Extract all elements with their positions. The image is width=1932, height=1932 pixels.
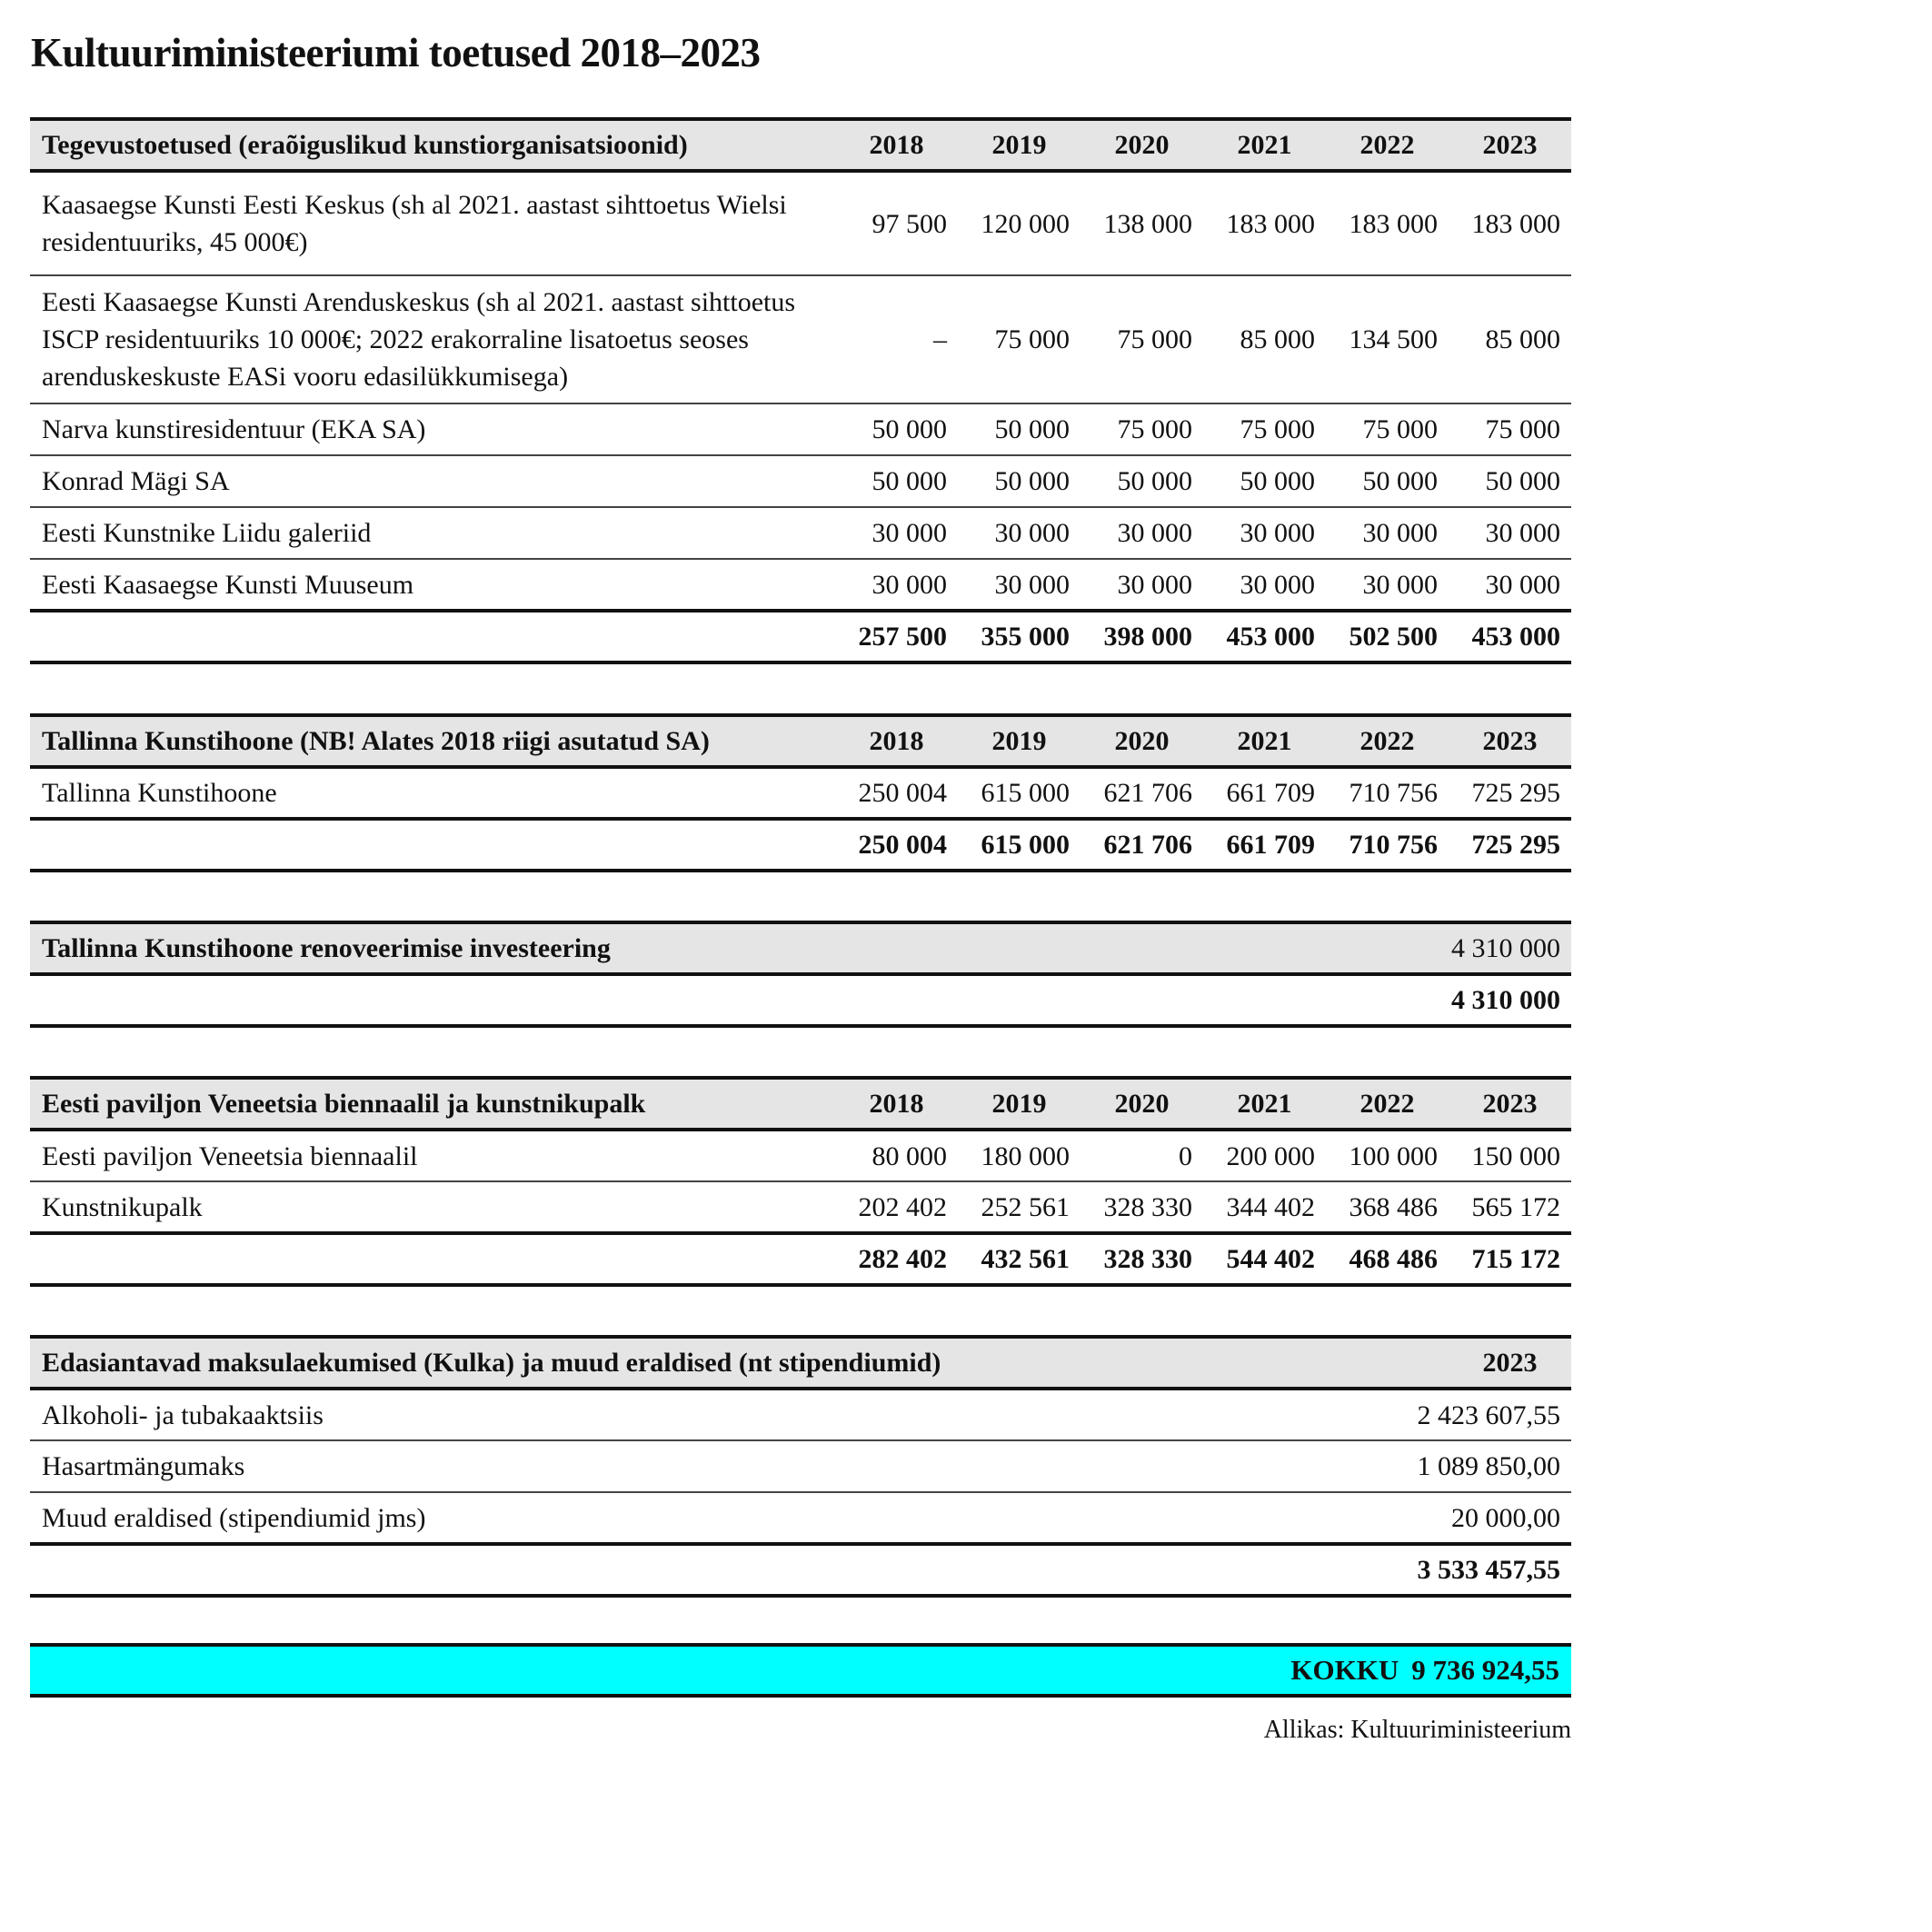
cell-value: 50 000: [1449, 455, 1571, 507]
cell-value: 120 000: [958, 171, 1081, 275]
cell-value: 85 000: [1449, 275, 1571, 403]
table-tallinna-kunstihoone: [30, 713, 1571, 872]
year-header: 2020: [1081, 1078, 1203, 1130]
cell-value: 202 402: [835, 1181, 958, 1233]
total-value: 544 402: [1203, 1233, 1326, 1285]
year-header: 2021: [1203, 1078, 1326, 1130]
row-label: Narva kunstiresidentuur (EKA SA): [30, 403, 835, 455]
section-header: [30, 715, 1571, 767]
cell-value: 30 000: [1081, 507, 1203, 559]
table-renoveerimine: [30, 921, 1571, 1028]
table-row: [30, 767, 1571, 819]
section-title: Tallinna Kunstihoone renoveerimise investeering: [30, 922, 1326, 974]
grand-total-value: 9 736 924,55: [1411, 1654, 1559, 1686]
total-value: 355 000: [958, 611, 1081, 662]
cell-value: –: [835, 275, 958, 403]
total-value: 715 172: [1449, 1233, 1571, 1285]
total-row: [30, 819, 1571, 871]
cell-value: 725 295: [1449, 767, 1571, 819]
cell-value: 75 000: [1449, 403, 1571, 455]
total-value: 398 000: [1081, 611, 1203, 662]
section-header: [30, 922, 1571, 974]
table-row: [30, 559, 1571, 611]
total-value: 4 310 000: [1326, 974, 1571, 1026]
table-veneetsia-kunstnikupalk: [30, 1076, 1571, 1287]
cell-value: 50 000: [1326, 455, 1449, 507]
total-label-empty: [30, 611, 835, 662]
year-header: 2023: [1449, 715, 1571, 767]
table-row: [30, 403, 1571, 455]
year-header: 2018: [835, 715, 958, 767]
total-value: 453 000: [1203, 611, 1326, 662]
year-header: 2019: [958, 119, 1081, 171]
cell-value: 344 402: [1203, 1181, 1326, 1233]
total-label-empty: [30, 819, 835, 871]
cell-value: 180 000: [958, 1130, 1081, 1181]
total-value: 710 756: [1326, 819, 1449, 871]
cell-value: 30 000: [1203, 559, 1326, 611]
year-header: 2021: [1203, 119, 1326, 171]
total-value: 661 709: [1203, 819, 1326, 871]
cell-value: 30 000: [835, 507, 958, 559]
cell-value: 30 000: [958, 507, 1081, 559]
cell-value: 80 000: [835, 1130, 958, 1181]
cell-value: 75 000: [1326, 403, 1449, 455]
cell-value: 50 000: [958, 455, 1081, 507]
total-value: 453 000: [1449, 611, 1571, 662]
total-row: [30, 974, 1571, 1026]
cell-value: 50 000: [958, 403, 1081, 455]
cell-value: 30 000: [1449, 507, 1571, 559]
year-header: 2020: [1081, 119, 1203, 171]
row-label: Tallinna Kunstihoone: [30, 767, 835, 819]
row-label: Hasartmängumaks: [30, 1440, 1326, 1492]
year-header: 2019: [958, 715, 1081, 767]
row-label: Eesti Kaasaegse Kunsti Arenduskeskus (sh al 2021. aastast sihttoetus ISCP residentuuriks 10 000€; 2022 erakorraline lisatoetus seoses arenduskeskuste EASi vooru edasilükkumisega): [30, 275, 835, 403]
year-header: 2019: [958, 1078, 1081, 1130]
cell-value: 150 000: [1449, 1130, 1571, 1181]
table-tegevustoetused: [30, 117, 1571, 664]
total-value: 468 486: [1326, 1233, 1449, 1285]
investment-value: 4 310 000: [1326, 922, 1571, 974]
total-value: 615 000: [958, 819, 1081, 871]
cell-value: 30 000: [958, 559, 1081, 611]
cell-value: 661 709: [1203, 767, 1326, 819]
cell-value: 621 706: [1081, 767, 1203, 819]
cell-value: 50 000: [835, 455, 958, 507]
cell-value: 97 500: [835, 171, 958, 275]
total-row: [30, 1544, 1571, 1596]
table-row: [30, 275, 1571, 403]
cell-value: 134 500: [1326, 275, 1449, 403]
cell-value: 368 486: [1326, 1181, 1449, 1233]
cell-value: 30 000: [1081, 559, 1203, 611]
year-header: 2020: [1081, 715, 1203, 767]
table-row: [30, 1440, 1571, 1492]
cell-value: 50 000: [1203, 455, 1326, 507]
cell-value: 75 000: [1081, 403, 1203, 455]
total-value: 502 500: [1326, 611, 1449, 662]
row-label: Eesti paviljon Veneetsia biennaalil: [30, 1130, 835, 1181]
cell-value: 1 089 850,00: [1326, 1440, 1571, 1492]
cell-value: 0: [1081, 1130, 1203, 1181]
cell-value: 75 000: [1081, 275, 1203, 403]
total-row: [30, 1233, 1571, 1285]
table-kulka: [30, 1335, 1571, 1598]
grand-total-label: KOKKU: [1290, 1654, 1399, 1686]
year-header: 2023: [1449, 1078, 1571, 1130]
total-label-empty: [30, 974, 1326, 1026]
row-label: Kaasaegse Kunsti Eesti Keskus (sh al 2021. aastast sihttoetus Wielsi residentuuriks, 45 000€): [30, 171, 835, 275]
year-header: 2023: [1449, 1337, 1571, 1389]
table-row: [30, 1181, 1571, 1233]
cell-value: 75 000: [1203, 403, 1326, 455]
cell-value: 615 000: [958, 767, 1081, 819]
total-row: [30, 611, 1571, 662]
cell-value: 183 000: [1203, 171, 1326, 275]
row-label: Konrad Mägi SA: [30, 455, 835, 507]
year-header: 2018: [835, 1078, 958, 1130]
table-row: [30, 455, 1571, 507]
row-label: Alkoholi- ja tubakaaktsiis: [30, 1389, 1326, 1440]
year-header: 2018: [835, 119, 958, 171]
section-header: [30, 119, 1571, 171]
table-row: [30, 1130, 1571, 1181]
cell-value: 200 000: [1203, 1130, 1326, 1181]
row-label: Kunstnikupalk: [30, 1181, 835, 1233]
total-value: 432 561: [958, 1233, 1081, 1285]
total-value: 3 533 457,55: [1326, 1544, 1571, 1596]
cell-value: 710 756: [1326, 767, 1449, 819]
year-header: 2021: [1203, 715, 1326, 767]
cell-value: 75 000: [958, 275, 1081, 403]
cell-value: 30 000: [1326, 559, 1449, 611]
cell-value: 20 000,00: [1326, 1492, 1571, 1544]
row-label: Muud eraldised (stipendiumid jms): [30, 1492, 1326, 1544]
section-title: Tallinna Kunstihoone (NB! Alates 2018 riigi asutatud SA): [30, 715, 835, 767]
section-title: Edasiantavad maksulaekumised (Kulka) ja muud eraldised (nt stipendiumid): [30, 1337, 1449, 1389]
table-row: [30, 171, 1571, 275]
year-header: 2022: [1326, 119, 1449, 171]
source-note: Allikas: Kultuuriministeerium: [1263, 1716, 1571, 1744]
section-title: Tegevustoetused (eraõiguslikud kunstiorganisatsioonid): [30, 119, 835, 171]
grand-total-bar: [30, 1643, 1571, 1698]
section-header: [30, 1078, 1571, 1130]
page-title: Kultuuriministeeriumi toetused 2018–2023: [31, 30, 761, 75]
total-value: 621 706: [1081, 819, 1203, 871]
cell-value: 2 423 607,55: [1326, 1389, 1571, 1440]
cell-value: 85 000: [1203, 275, 1326, 403]
section-title: Eesti paviljon Veneetsia biennaalil ja kunstnikupalk: [30, 1078, 835, 1130]
cell-value: 50 000: [1081, 455, 1203, 507]
row-label: Eesti Kaasaegse Kunsti Muuseum: [30, 559, 835, 611]
cell-value: 183 000: [1326, 171, 1449, 275]
section-header: [30, 1337, 1571, 1389]
cell-value: 30 000: [835, 559, 958, 611]
cell-value: 30 000: [1203, 507, 1326, 559]
cell-value: 250 004: [835, 767, 958, 819]
year-header: 2023: [1449, 119, 1571, 171]
year-header: 2022: [1326, 1078, 1449, 1130]
cell-value: 328 330: [1081, 1181, 1203, 1233]
year-header: 2022: [1326, 715, 1449, 767]
cell-value: 30 000: [1449, 559, 1571, 611]
total-label-empty: [30, 1544, 1326, 1596]
total-value: 328 330: [1081, 1233, 1203, 1285]
total-value: 250 004: [835, 819, 958, 871]
total-value: 282 402: [835, 1233, 958, 1285]
table-row: [30, 1492, 1571, 1544]
cell-value: 565 172: [1449, 1181, 1571, 1233]
cell-value: 252 561: [958, 1181, 1081, 1233]
total-value: 257 500: [835, 611, 958, 662]
table-row: [30, 507, 1571, 559]
cell-value: 138 000: [1081, 171, 1203, 275]
cell-value: 30 000: [1326, 507, 1449, 559]
cell-value: 50 000: [835, 403, 958, 455]
total-label-empty: [30, 1233, 835, 1285]
cell-value: 100 000: [1326, 1130, 1449, 1181]
row-label: Eesti Kunstnike Liidu galeriid: [30, 507, 835, 559]
cell-value: 183 000: [1449, 171, 1571, 275]
table-row: [30, 1389, 1571, 1440]
total-value: 725 295: [1449, 819, 1571, 871]
